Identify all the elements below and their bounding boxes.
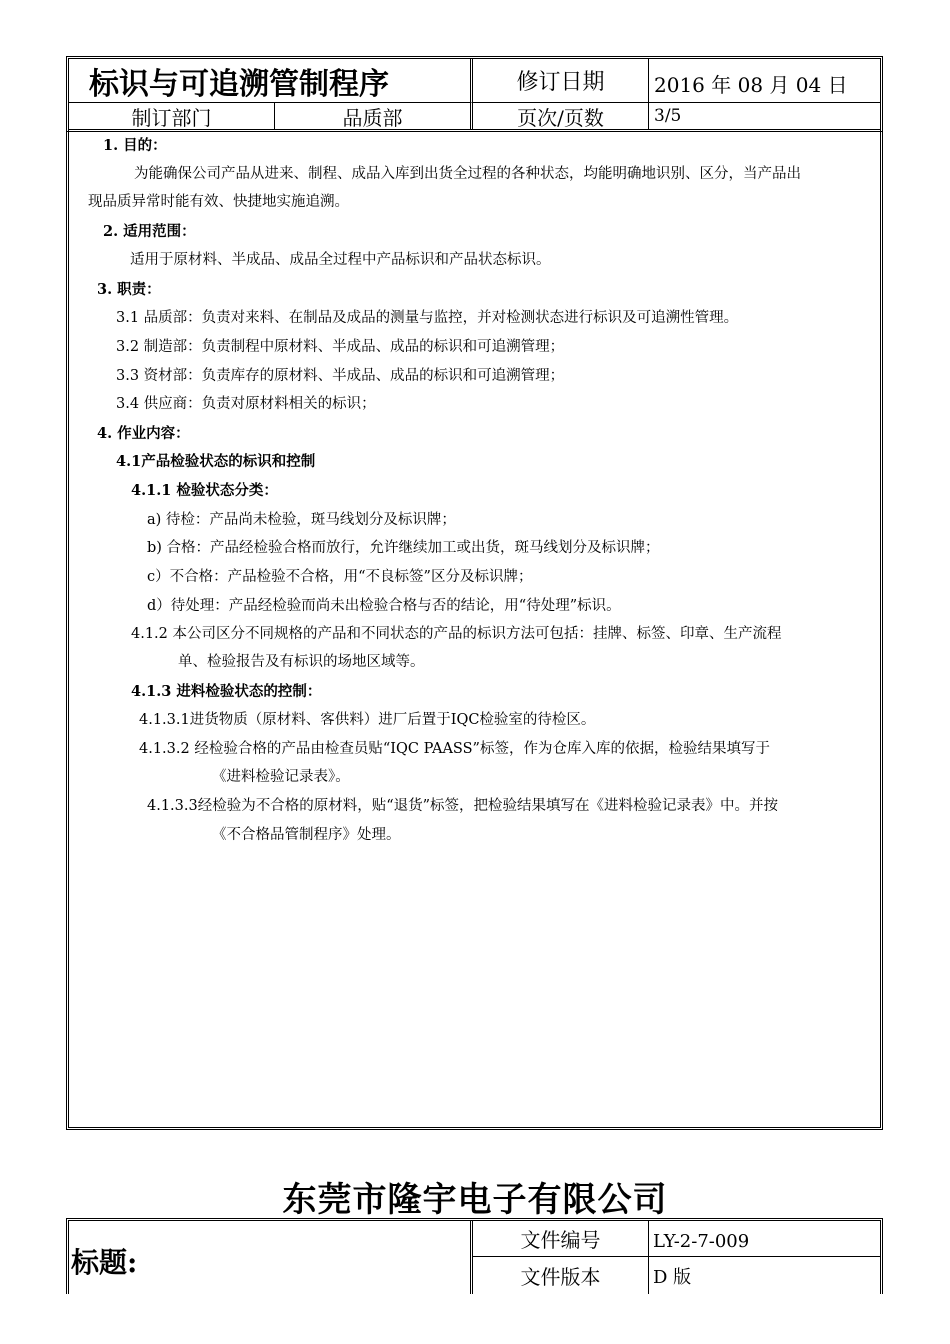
company-name: 东莞市隆宇电子有限公司	[282, 1180, 668, 1220]
document-number-label: 文件编号	[473, 1221, 649, 1257]
section-4-1-3-2-line-2: 《进料检验记录表》。	[212, 769, 350, 785]
section-1-text-line-2: 现品质异常时能有效、快捷地实施追溯。	[88, 194, 349, 210]
page-value: 3/5	[654, 106, 682, 126]
section-2-heading: 2. 适用范围：	[103, 223, 196, 240]
section-1-text-line-1: 为能确保公司产品从进来、制程、成品入库到出货全过程的各种状态，均能明确地识别、区分，当产品出	[134, 166, 801, 182]
section-4-1-heading: 4.1产品检验状态的标识和控制	[116, 453, 316, 470]
header-table	[66, 56, 883, 132]
section-3-2: 3.2 制造部：负责制程中原材料、半成品、成品的标识和可追溯管理；	[116, 339, 565, 355]
section-4-1-1-d: d）待处理：产品经检验而尚未出检验合格与否的结论，用“待处理”标识。	[147, 598, 621, 614]
section-4-1-3-3-line-1: 4.1.3.3经检验为不合格的原材料，贴“退货”标签，把检验结果填写在《进料检验记录表》中。并按	[147, 798, 779, 814]
section-4-1-2-line-1: 4.1.2 本公司区分不同规格的产品和不同状态的产品的标识方法可包括：挂牌、标签、印章、生产流程	[131, 626, 782, 642]
section-3-heading: 3. 职责：	[97, 281, 161, 298]
footer-title-label: 标题:	[69, 1221, 473, 1294]
revision-date-value: 2016 年 08 月 04 日	[649, 59, 880, 103]
document-title: 标识与可追溯管制程序	[69, 59, 473, 103]
section-4-1-3-2-line-1: 4.1.3.2 经检验合格的产品由检查员贴“IQC PAASS”标签，作为仓库入库的依据，检验结果填写于	[139, 741, 770, 757]
section-2-text: 适用于原材料、半成品、成品全过程中产品标识和产品状态标识。	[130, 252, 551, 268]
department-label: 制订部门	[69, 103, 275, 129]
section-4-1-3-3-line-2: 《不合格品管制程序》处理。	[212, 827, 401, 843]
section-3-3: 3.3 资材部：负责库存的原材料、半成品、成品的标识和可追溯管理；	[116, 368, 565, 384]
section-1-heading: 1. 目的：	[103, 137, 167, 154]
section-3-1: 3.1 品质部：负责对来料、在制品及成品的测量与监控，并对检测状态进行标识及可追溯性管理。	[116, 310, 739, 326]
department-value: 品质部	[275, 103, 473, 129]
revision-date-label: 修订日期	[473, 59, 649, 103]
section-4-1-1-b: b) 合格：产品经检验合格而放行，允许继续加工或出货，斑马线划分及标识牌；	[147, 540, 660, 556]
section-4-1-3-heading: 4.1.3 进料检验状态的控制：	[131, 683, 322, 700]
document-version-value: D 版	[653, 1266, 692, 1288]
section-4-1-1-c: c）不合格：产品检验不合格，用“不良标签”区分及标识牌；	[147, 569, 533, 585]
footer-table	[66, 1218, 883, 1294]
section-3-4: 3.4 供应商：负责对原材料相关的标识；	[116, 396, 376, 412]
document-number-value: LY-2-7-009	[649, 1221, 880, 1257]
section-4-1-3-1: 4.1.3.1进货物质（原材料、客供料）进厂后置于IQC检验室的待检区。	[139, 712, 596, 728]
section-4-1-1-heading: 4.1.1 检验状态分类：	[131, 482, 278, 499]
section-4-1-1-a: a) 待检：产品尚未检验，斑马线划分及标识牌；	[147, 512, 456, 528]
page-label: 页次/页数	[473, 103, 649, 129]
section-4-1-2-line-2: 单、检验报告及有标识的场地区域等。	[178, 654, 425, 670]
section-4-heading: 4. 作业内容：	[97, 425, 190, 442]
document-version-label: 文件版本	[473, 1257, 649, 1294]
